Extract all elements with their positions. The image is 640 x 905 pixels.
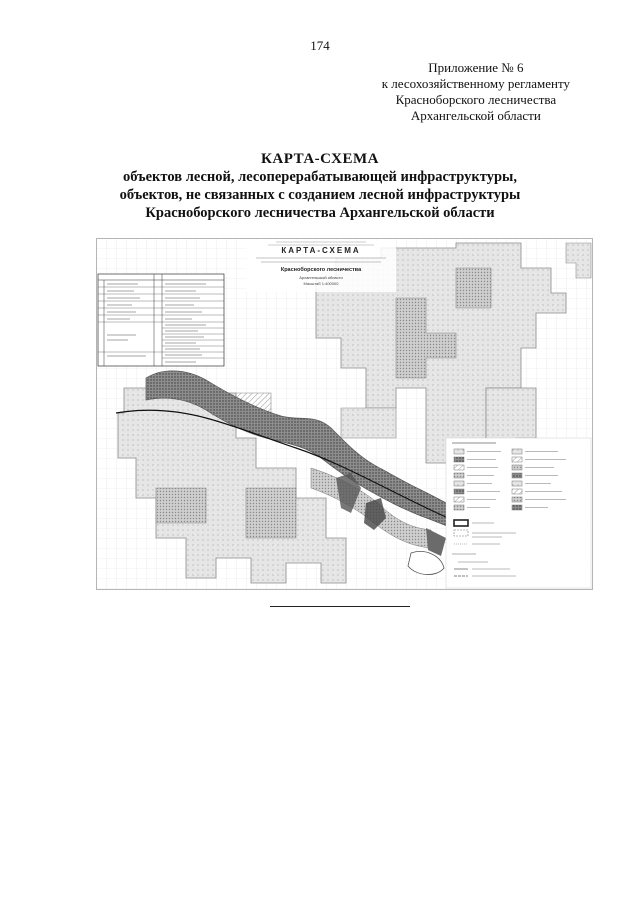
map-scale: Масштаб 1:400000 xyxy=(303,281,339,286)
map-region: Архангельской области xyxy=(299,275,343,280)
appendix-line-4: Архангельской области xyxy=(410,108,541,123)
document-title xyxy=(0,150,640,222)
appendix-line-3: Красноборского лесничества xyxy=(395,92,557,107)
appendix-line-2: к лесохозяйственному регламенту xyxy=(381,76,570,91)
title-line-4: Красноборского лесничества Архангельской области xyxy=(145,205,495,221)
appendix-line-1: Приложение № 6 xyxy=(428,60,524,75)
map-heading: КАРТА-СХЕМА xyxy=(281,246,361,255)
map-scheme xyxy=(96,238,593,590)
map-forestry-name: Красноборского лесничества xyxy=(280,267,362,273)
title-line-1: КАРТА-СХЕМА xyxy=(261,151,379,167)
title-line-2: объектов лесной, лесоперерабатывающей инфраструктуры, xyxy=(123,169,517,185)
footer-rule xyxy=(270,606,410,607)
title-line-3: объектов, не связанных с созданием лесной инфраструктуры xyxy=(119,187,521,203)
appendix-caption xyxy=(382,60,570,124)
map-image xyxy=(96,238,593,590)
page-number: 174 xyxy=(310,38,330,53)
